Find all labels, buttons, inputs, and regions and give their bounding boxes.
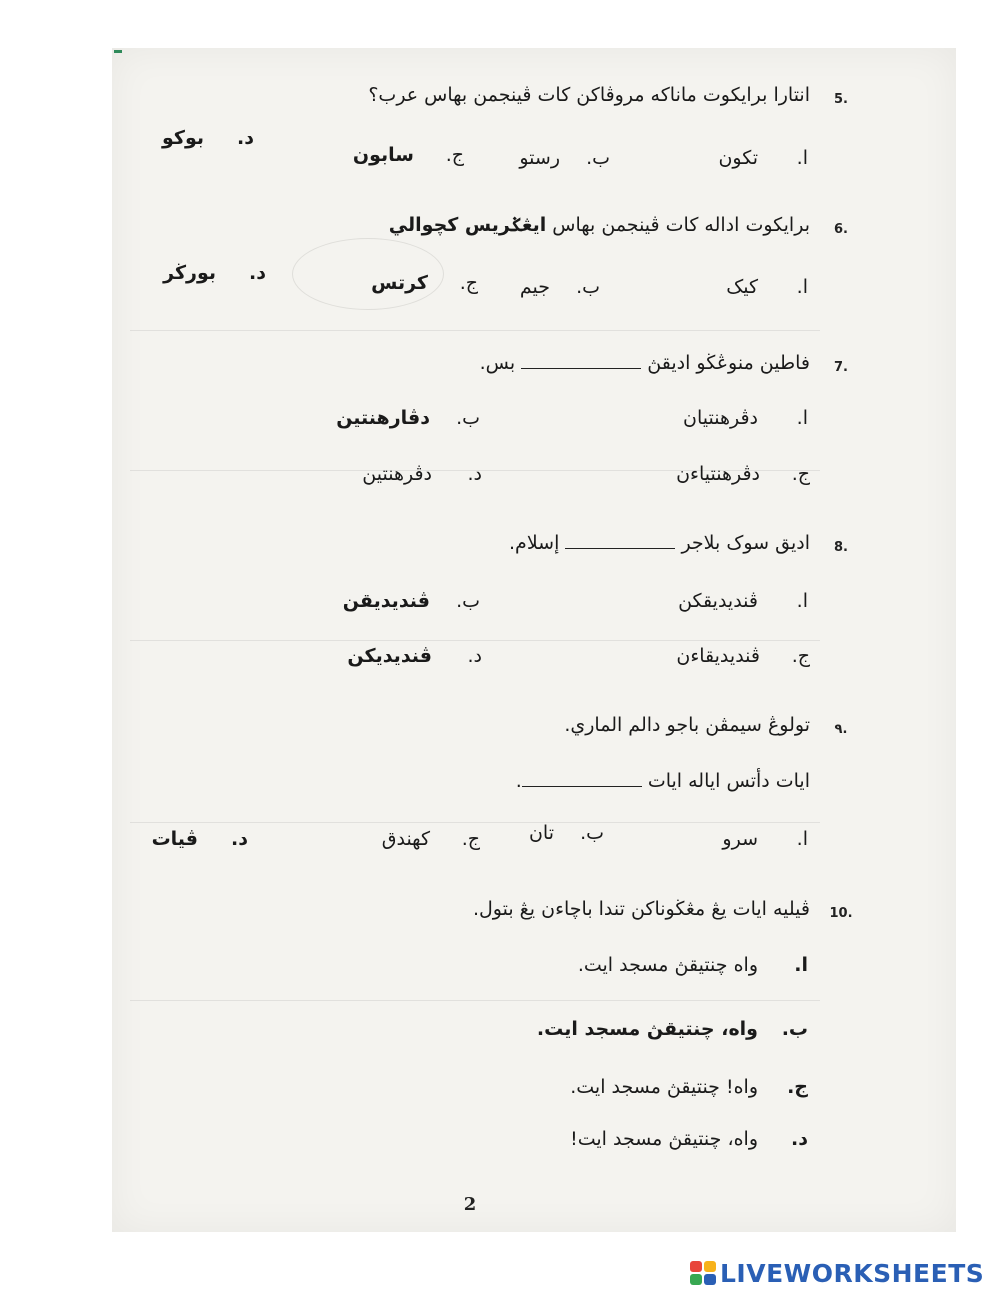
- option-text: كرتس: [371, 272, 428, 294]
- option-letter: ا.: [796, 828, 808, 850]
- question-text: [480, 352, 810, 374]
- corner-mark: [114, 50, 122, 53]
- option-c[interactable]: [676, 645, 810, 667]
- question-text: تولوڠ سيمڤن باجو دالم الماري.: [564, 714, 810, 736]
- option-a[interactable]: [726, 276, 808, 298]
- option-d[interactable]: [162, 127, 254, 149]
- option-a[interactable]: [578, 954, 808, 976]
- question-number: ٩.: [834, 722, 848, 737]
- question-number: 5.: [834, 92, 848, 107]
- logo-square: [690, 1274, 702, 1285]
- option-b[interactable]: [336, 407, 480, 429]
- option-letter: ج.: [445, 144, 464, 166]
- option-letter: ا.: [796, 590, 808, 612]
- option-letter: د.: [791, 1128, 808, 1150]
- question-number: 7.: [834, 360, 848, 375]
- option-a[interactable]: [722, 828, 808, 850]
- option-letter: ج.: [461, 828, 480, 850]
- option-b[interactable]: [529, 822, 604, 844]
- question-number: 10.: [829, 906, 853, 921]
- option-letter: ب.: [586, 147, 610, 169]
- option-letter: ج.: [787, 1076, 808, 1098]
- option-text: سابون: [352, 144, 414, 166]
- option-c[interactable]: [371, 272, 478, 294]
- bleed-through-line: [130, 330, 820, 331]
- question-emphasis: ايڠݢريس كچوالي: [388, 214, 547, 236]
- option-text: تان: [528, 822, 554, 844]
- option-d[interactable]: [362, 463, 482, 485]
- option-a[interactable]: [683, 407, 808, 429]
- option-letter: ا.: [796, 407, 808, 429]
- option-text: كيک: [726, 276, 758, 298]
- option-letter: ب.: [580, 822, 604, 844]
- option-text: واه، چنتيقڽ مسجد ايت.: [536, 1018, 758, 1040]
- brand-logo-icon: [690, 1261, 716, 1285]
- option-text: واه چنتيقڽ مسجد ايت.: [577, 954, 758, 976]
- bleed-through-line: [130, 1000, 820, 1001]
- liveworksheets-logo: [690, 1258, 984, 1288]
- option-text: ڤنديديقن: [342, 590, 430, 612]
- option-text: ڤنديديقكن: [678, 590, 758, 612]
- question-text-main: برايكوت اداله كات ڤينجمن بهاس: [546, 214, 810, 236]
- brand-name: LIVEWORKSHEETS: [720, 1258, 985, 1288]
- option-d[interactable]: [152, 828, 248, 850]
- option-letter: ج.: [459, 272, 478, 294]
- option-text: دڤرهنتين: [362, 463, 432, 485]
- option-text: دڤارهنتين: [336, 407, 430, 429]
- option-letter: د.: [237, 127, 254, 149]
- option-letter: ا.: [796, 276, 808, 298]
- logo-square: [690, 1261, 702, 1272]
- option-a[interactable]: [718, 147, 808, 169]
- option-text: رستو: [519, 147, 560, 169]
- question-text: [389, 214, 810, 236]
- question-text-main: اديق سوک بلاجر: [681, 532, 810, 554]
- option-d[interactable]: [347, 645, 482, 667]
- option-text: تكون: [718, 147, 758, 169]
- option-text: دڤرهنتيان: [683, 407, 758, 429]
- logo-square: [704, 1274, 716, 1285]
- option-text: سرو: [722, 828, 758, 850]
- question-number: 8.: [834, 540, 848, 555]
- option-d[interactable]: [163, 262, 266, 284]
- option-b[interactable]: [520, 276, 600, 298]
- question-text-end: .: [515, 770, 522, 792]
- answer-blank[interactable]: [521, 358, 641, 369]
- option-letter: ا.: [794, 954, 808, 976]
- option-c[interactable]: [676, 463, 810, 485]
- option-letter: ب.: [576, 276, 600, 298]
- option-text: ڤيات: [151, 828, 198, 850]
- question-text-main: فاطين منوڠڬو اديقڽ: [647, 352, 810, 374]
- option-letter: ا.: [796, 147, 808, 169]
- bleed-through-line: [130, 640, 820, 641]
- option-letter: ب.: [781, 1018, 808, 1040]
- option-letter: د.: [467, 645, 482, 667]
- option-b[interactable]: [343, 590, 480, 612]
- option-letter: د.: [467, 463, 482, 485]
- option-c[interactable]: [570, 1076, 808, 1098]
- answer-blank[interactable]: [565, 538, 675, 549]
- logo-square: [704, 1261, 716, 1272]
- option-letter: د.: [249, 262, 266, 284]
- page-number: 2: [463, 1194, 477, 1215]
- option-b[interactable]: [537, 1018, 808, 1040]
- option-text: دڤرهنتياءن: [676, 463, 760, 485]
- question-number: 6.: [834, 222, 848, 237]
- option-letter: ج.: [791, 463, 810, 485]
- option-letter: د.: [231, 828, 248, 850]
- question-text-end: إسلام.: [509, 532, 560, 554]
- option-d[interactable]: [570, 1128, 808, 1150]
- question-text: [509, 532, 810, 554]
- option-b[interactable]: [519, 147, 610, 169]
- bleed-through-line: [130, 822, 820, 823]
- option-text: بورڬر: [163, 262, 216, 284]
- option-text: جيم: [519, 276, 550, 298]
- option-text: ڤنديديقاءن: [676, 645, 760, 667]
- option-letter: ب.: [456, 407, 480, 429]
- option-letter: ج.: [791, 645, 810, 667]
- option-text: كهندق: [381, 828, 430, 850]
- question-text-end: بس.: [479, 352, 516, 374]
- option-c[interactable]: [353, 144, 464, 166]
- option-text: ڤنديديكن: [347, 645, 432, 667]
- question-text: ڤيليه ايات يڠ مڠڬوناكن تندا باچاءن يڠ بتول.: [472, 898, 810, 920]
- option-a[interactable]: [678, 590, 808, 612]
- option-text: بوكو: [161, 127, 204, 149]
- option-letter: ب.: [456, 590, 480, 612]
- option-text: واه، چنتيقڽ مسجد ايت!: [570, 1128, 758, 1150]
- option-text: واه! چنتيقڽ مسجد ايت.: [570, 1076, 758, 1098]
- answer-blank[interactable]: [522, 776, 642, 787]
- question-text-main: ايات دأتس اياله ايات: [647, 770, 810, 792]
- question-text-line-2: [516, 770, 810, 792]
- question-text: انتارا برايكوت ماناكه مروڤاكن كات ڤينجمن بهاس عرب؟: [368, 84, 810, 106]
- option-c[interactable]: [382, 828, 480, 850]
